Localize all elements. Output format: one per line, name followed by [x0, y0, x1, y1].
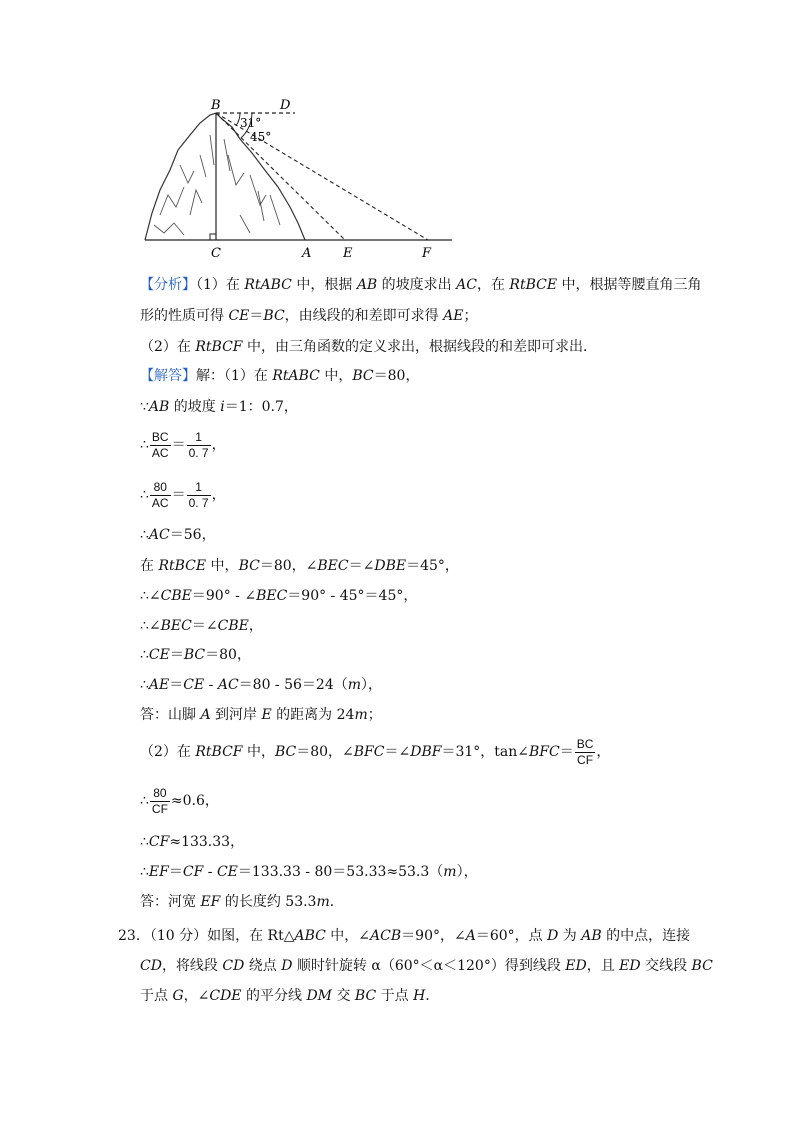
- text-segment: .: [425, 988, 430, 1004]
- text-segment: AC: [151, 495, 169, 510]
- text-segment: 的中点，连接: [601, 928, 691, 944]
- text-segment: RtABC: [244, 277, 292, 293]
- text-segment: 23．（10 分）如图，在 Rt△: [118, 928, 295, 944]
- fraction-bc-ac: [150, 431, 171, 460]
- text-segment: ，将线段: [161, 958, 223, 974]
- text-segment: ；: [367, 707, 382, 723]
- label-a: A: [302, 246, 312, 261]
- text-segment: EF: [200, 894, 221, 910]
- solution-line-15: [140, 862, 478, 882]
- solution-line-5: [140, 525, 216, 545]
- text-segment: ∴: [140, 647, 149, 663]
- text-segment: ＝: [168, 864, 183, 880]
- text-segment: 的距离为 24: [271, 707, 355, 723]
- text-segment: BC: [691, 958, 713, 974]
- text-segment: BC: [274, 744, 297, 760]
- fraction-80-cf: [150, 787, 170, 816]
- text-segment: ＝80，∠: [296, 744, 354, 760]
- problem23-line-1: [118, 926, 690, 946]
- text-segment: ），: [361, 677, 383, 693]
- text-segment: ＝56，: [169, 527, 216, 543]
- analysis-line-3: [140, 337, 597, 357]
- text-segment: BC: [352, 368, 374, 384]
- text-segment: ＝: [171, 487, 186, 503]
- text-segment: ∴: [140, 793, 149, 809]
- text-segment: BFC: [529, 744, 560, 760]
- text-segment: m: [443, 864, 457, 880]
- problem23-line-3: [140, 986, 430, 1006]
- text-segment: BC: [354, 988, 377, 1004]
- text-segment: DBE: [374, 558, 407, 574]
- text-segment: AC: [217, 677, 239, 693]
- text-segment: ∴: [140, 834, 149, 850]
- text-segment: ABC: [294, 928, 326, 944]
- text-segment: CE: [228, 308, 250, 324]
- text-segment: 1: [187, 481, 211, 496]
- mountain-texture: [154, 135, 280, 235]
- line-bf: [216, 113, 428, 240]
- text-segment: G: [172, 988, 184, 1004]
- text-segment: 答：河宽: [140, 894, 201, 910]
- text-segment: -: [204, 677, 218, 693]
- text-segment: ＝1：0.7，: [224, 399, 298, 415]
- text-segment: ，: [211, 437, 226, 453]
- text-segment: ＝∠: [191, 618, 218, 634]
- text-segment: ，: [211, 487, 226, 503]
- text-segment: 绕点: [244, 958, 282, 974]
- text-segment: ＝31°，tan∠: [441, 744, 529, 760]
- text-segment: ，且: [586, 958, 620, 974]
- text-segment: CBE: [217, 618, 249, 634]
- text-segment: AC: [148, 527, 170, 543]
- right-angle-mark: [210, 234, 216, 240]
- text-segment: ；: [463, 308, 478, 324]
- text-segment: BEC: [256, 588, 288, 604]
- text-segment: ＝: [171, 437, 186, 453]
- text-segment: ＝133.33 - 80＝53.33≈53.3（: [237, 864, 444, 880]
- text-segment: ∴: [140, 527, 149, 543]
- text-segment: ＝: [559, 744, 574, 760]
- text-segment: 的平分线: [241, 988, 307, 1004]
- text-segment: 交: [332, 988, 355, 1004]
- text-segment: 中，: [206, 558, 239, 574]
- text-segment: ∴: [140, 487, 149, 503]
- text-segment: ∵: [140, 399, 149, 415]
- text-segment: 形的性质可得: [140, 308, 229, 324]
- text-segment: AB: [581, 928, 602, 944]
- text-segment: ＝90°，∠: [401, 928, 466, 944]
- text-segment: ＝∠: [384, 744, 411, 760]
- text-segment: ，由线段的和差即可求得: [284, 308, 444, 324]
- solution-line-7: [140, 586, 417, 606]
- text-segment: 的坡度: [169, 399, 221, 415]
- label-b: B: [211, 98, 221, 113]
- text-segment: ＝90° - 45°＝45°，: [287, 588, 418, 604]
- label-c: C: [211, 246, 221, 261]
- text-segment: H: [413, 988, 426, 1004]
- analysis-tag: 【分析】: [140, 277, 196, 293]
- text-segment: BEC: [160, 618, 192, 634]
- text-segment: 答：山脚: [140, 707, 201, 723]
- text-segment: ．: [329, 894, 344, 910]
- text-segment: A: [200, 707, 211, 723]
- text-segment: ED: [565, 958, 587, 974]
- text-segment: BC: [151, 429, 169, 444]
- text-segment: D: [281, 958, 293, 974]
- text-segment: DBF: [410, 744, 442, 760]
- solution-line-11: [140, 705, 382, 725]
- text-segment: ＝80 - 56＝24（: [238, 677, 348, 693]
- mountain-river-figure: [140, 95, 460, 265]
- label-f: F: [422, 246, 432, 261]
- text-segment: CF: [148, 834, 170, 850]
- text-segment: ，: [248, 618, 263, 634]
- text-segment: ∴∠: [140, 588, 161, 604]
- text-segment: 中，∠: [325, 928, 371, 944]
- text-segment: AC: [456, 277, 477, 293]
- text-segment: 中，根据等腰直角三角: [557, 277, 702, 293]
- text-segment: CF: [182, 864, 204, 880]
- text-segment: BEC: [317, 558, 349, 574]
- text-segment: m: [316, 894, 330, 910]
- text-segment: CD: [222, 958, 245, 974]
- text-segment: 80: [150, 787, 170, 802]
- solution-tag: 【解答】: [140, 368, 196, 384]
- text-segment: m: [354, 707, 368, 723]
- label-angle-45: 45°: [250, 130, 272, 144]
- text-segment: 80: [150, 481, 171, 496]
- text-segment: RtBCF: [195, 744, 243, 760]
- text-segment: ＝80，: [205, 647, 251, 663]
- text-segment: 于点: [140, 988, 173, 1004]
- text-segment: AB: [356, 277, 378, 293]
- text-segment: 于点: [376, 988, 414, 1004]
- text-segment: CF: [577, 752, 594, 767]
- text-segment: ，: [596, 744, 611, 760]
- text-segment: 到河岸: [210, 707, 262, 723]
- text-segment: ＝80，: [373, 368, 420, 384]
- solution-line-16: [140, 892, 344, 912]
- analysis-line-2: [140, 306, 477, 326]
- problem23-line-2: [140, 956, 713, 976]
- text-segment: ≈133.33，: [169, 834, 245, 850]
- text-segment: 的坡度求出: [377, 277, 457, 293]
- text-segment: ），: [456, 864, 478, 880]
- solution-line-4: [140, 478, 226, 512]
- text-segment: CF: [151, 801, 168, 816]
- mountain-outline: [145, 113, 305, 240]
- text-segment: CE: [183, 677, 205, 693]
- text-segment: m: [347, 677, 362, 693]
- text-segment: BC: [263, 308, 285, 324]
- text-segment: ACB: [370, 928, 402, 944]
- text-segment: 中，由三角函数的定义求出，根据线段的和差即可求出．: [242, 339, 597, 355]
- text-segment: 中，根据: [291, 277, 357, 293]
- label-angle-31: 31°: [240, 116, 262, 130]
- text-segment: ≈0.6，: [170, 793, 219, 809]
- text-segment: EF: [148, 864, 169, 880]
- text-segment: ∴: [140, 677, 149, 693]
- solution-line-9: [140, 645, 251, 665]
- text-segment: ，∠: [183, 988, 210, 1004]
- text-segment: AE: [443, 308, 464, 324]
- solution-line-6: [140, 556, 459, 576]
- solution-line-12: [140, 732, 610, 772]
- text-segment: ＝: [169, 647, 184, 663]
- text-segment: 顺时针旋转 α（60°＜α＜120°）得到线段: [292, 958, 566, 974]
- figure-svg: [140, 95, 460, 265]
- text-segment: ，在: [476, 277, 510, 293]
- solution-line-10: [140, 675, 382, 695]
- solution-line-3: [140, 428, 226, 462]
- text-segment: i: [220, 399, 225, 415]
- text-segment: RtBCF: [195, 339, 243, 355]
- text-segment: ＝60°，点: [475, 928, 548, 944]
- text-segment: CDE: [209, 988, 242, 1004]
- text-segment: A: [465, 928, 476, 944]
- text-segment: AC: [151, 445, 169, 460]
- text-segment: ∴: [140, 437, 149, 453]
- text-segment: 交线段: [640, 958, 692, 974]
- text-segment: 1: [187, 431, 211, 446]
- text-segment: ＝: [249, 308, 264, 324]
- text-segment: BFC: [353, 744, 385, 760]
- text-segment: DM: [306, 988, 332, 1004]
- solution-line-1: [140, 366, 419, 386]
- text-segment: 在: [140, 558, 159, 574]
- analysis-line-1: [140, 275, 702, 295]
- text-segment: 0. 7: [188, 445, 209, 460]
- solution-line-8: [140, 616, 263, 636]
- text-segment: ED: [619, 958, 641, 974]
- text-segment: BC: [183, 647, 206, 663]
- text-segment: ∴∠: [140, 618, 161, 634]
- text-segment: ＝90° - ∠: [191, 588, 257, 604]
- text-segment: ＝: [169, 677, 184, 693]
- text-segment: 中，: [242, 744, 275, 760]
- text-segment: AB: [148, 399, 170, 415]
- fraction-80-ac: [150, 481, 171, 510]
- text-segment: AE: [148, 677, 170, 693]
- text-segment: RtBCE: [509, 277, 558, 293]
- label-d: D: [280, 98, 291, 113]
- text-segment: （2）在: [140, 339, 196, 355]
- text-segment: CD: [140, 958, 162, 974]
- text-segment: （2）在: [140, 744, 196, 760]
- text-segment: BC: [576, 736, 594, 751]
- fraction-1-07: [187, 431, 211, 460]
- text-segment: RtABC: [272, 368, 320, 384]
- text-segment: 中，: [319, 368, 353, 384]
- text-segment: D: [547, 928, 559, 944]
- text-segment: E: [261, 707, 272, 723]
- text-segment: BC: [238, 558, 260, 574]
- solution-line-14: [140, 832, 244, 852]
- text-segment: CBE: [160, 588, 192, 604]
- text-segment: ＝80，∠: [259, 558, 318, 574]
- fraction-bc-cf: [575, 738, 596, 767]
- text-segment: CE: [216, 864, 238, 880]
- text-segment: 的长度约 53.3: [220, 894, 317, 910]
- text-segment: 为: [558, 928, 582, 944]
- label-e: E: [343, 246, 353, 261]
- fraction-1-07-b: [187, 481, 211, 510]
- text-segment: 0. 7: [188, 495, 209, 510]
- solution-line-13: [140, 783, 219, 819]
- text-segment: -: [203, 864, 217, 880]
- text-segment: （1）在: [196, 277, 245, 293]
- text-segment: ＝∠: [348, 558, 375, 574]
- text-segment: CE: [148, 647, 170, 663]
- text-segment: 解：（1）在: [196, 368, 273, 384]
- text-segment: RtBCE: [158, 558, 207, 574]
- text-segment: ∴: [140, 864, 149, 880]
- text-segment: ＝45°，: [406, 558, 459, 574]
- solution-line-2: [140, 397, 298, 417]
